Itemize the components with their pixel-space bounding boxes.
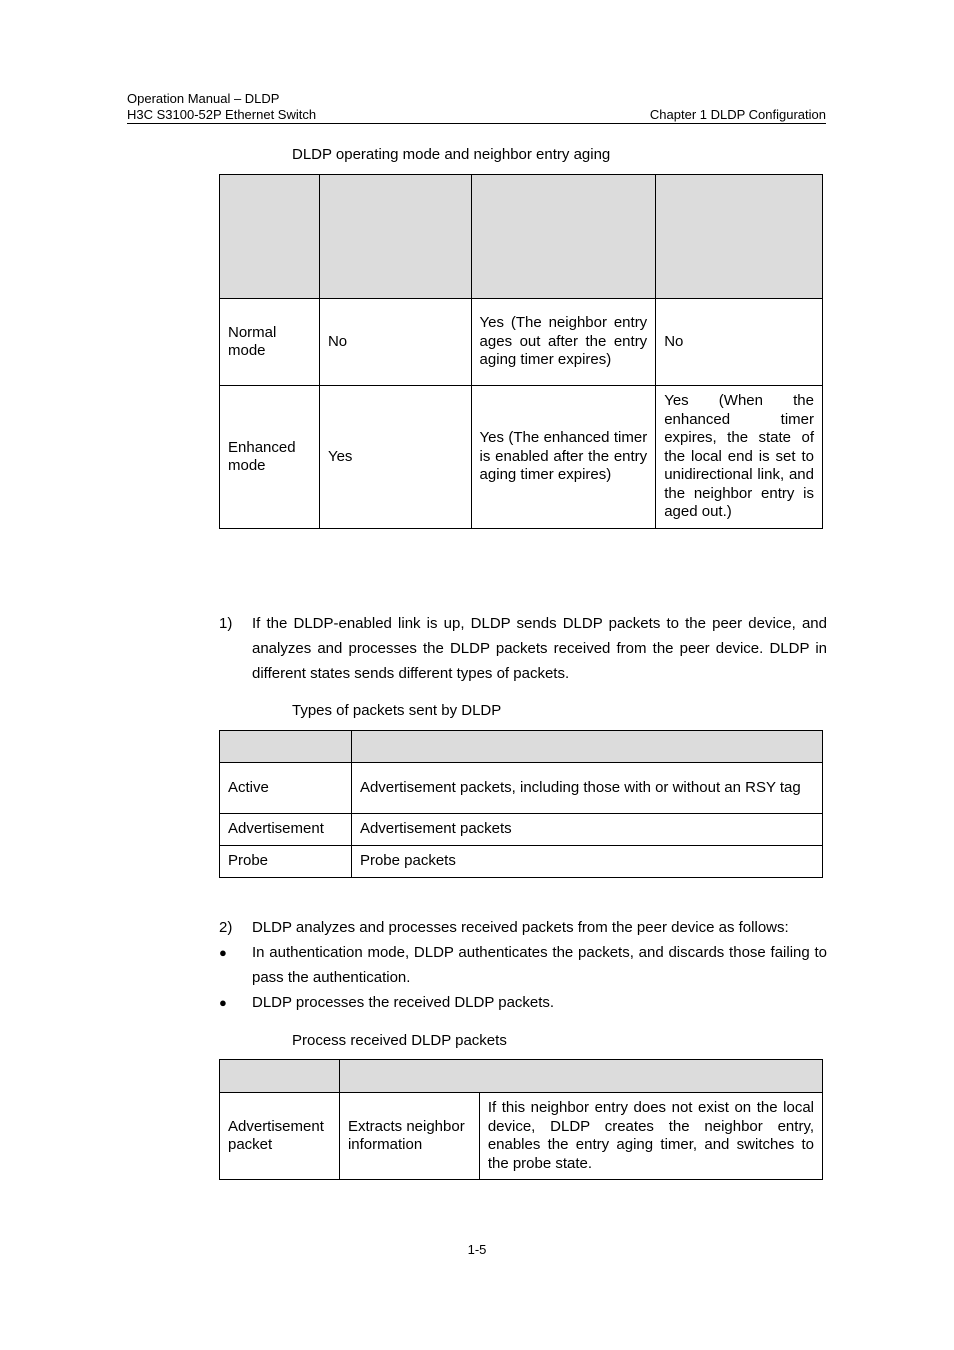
- table2-caption: Types of packets sent by DLDP: [292, 702, 502, 719]
- table1-caption: DLDP operating mode and neighbor entry aging: [292, 146, 611, 163]
- header-cell: [656, 175, 823, 299]
- header-cell: [351, 731, 822, 763]
- packet-cell: Probe packets: [351, 846, 822, 878]
- packet-cell: Advertisement packets: [351, 814, 822, 846]
- table-cell: No: [319, 299, 471, 386]
- operating-mode-table: [219, 174, 823, 529]
- header-cell: [471, 175, 656, 299]
- bullet-icon: ●: [219, 995, 227, 1010]
- step-text: If the DLDP-enabled link is up, DLDP sends DLDP packets to the peer device, and analyzes and processes the DLDP packets received from the peer device. DLDP in different states sends different types of packets.: [252, 615, 827, 682]
- table-row: [220, 814, 823, 846]
- step-number: 2): [219, 919, 233, 936]
- step-number: 1): [219, 615, 233, 632]
- page-number: 1-5: [467, 1242, 487, 1257]
- bullet-icon: ●: [219, 945, 227, 960]
- state-cell: Advertisement: [220, 814, 352, 846]
- table-header-row: [220, 731, 823, 763]
- state-cell: Probe: [220, 846, 352, 878]
- header-manual-title: Operation Manual – DLDP: [127, 91, 280, 106]
- header-cell: [319, 175, 471, 299]
- header-chapter: Chapter 1 DLDP Configuration: [649, 107, 826, 122]
- packet-type-cell: Advertisement packet: [220, 1093, 340, 1180]
- table-cell: Yes: [319, 386, 471, 529]
- packet-cell: Advertisement packets, including those with or without an RSY tag: [351, 763, 822, 814]
- state-cell: Active: [220, 763, 352, 814]
- table3-caption: Process received DLDP packets: [292, 1032, 507, 1049]
- bullet-text: DLDP processes the received DLDP packets.: [252, 994, 555, 1011]
- header-cell: [220, 1060, 340, 1093]
- description-cell: If this neighbor entry does not exist on the local device, DLDP creates the neighbor entry, enables the entry aging timer, and switches to the probe state.: [479, 1093, 822, 1180]
- table-cell: No: [656, 299, 823, 386]
- process-packets-table: [219, 1059, 823, 1180]
- bullet-text: In authentication mode, DLDP authenticates the packets, and discards those failing to pass the authentication.: [252, 944, 827, 986]
- header-cell: [220, 175, 320, 299]
- packet-types-table: [219, 730, 823, 878]
- header-product-name: H3C S3100-52P Ethernet Switch: [127, 107, 317, 122]
- table-header-row: [220, 1060, 823, 1093]
- table-row: [220, 763, 823, 814]
- header-rule: [127, 123, 826, 124]
- mode-cell: Enhanced mode: [220, 386, 320, 529]
- table-cell: Yes (The neighbor entry ages out after the entry aging timer expires): [471, 299, 656, 386]
- table-cell: Yes (The enhanced timer is enabled after the entry aging timer expires): [471, 386, 656, 529]
- table-row: [220, 1093, 823, 1180]
- action-cell: Extracts neighbor information: [339, 1093, 479, 1180]
- table-row: [220, 846, 823, 878]
- table-header-row: [220, 175, 823, 299]
- header-cell: [220, 731, 352, 763]
- header-cell: [339, 1060, 822, 1093]
- step-text: DLDP analyzes and processes received packets from the peer device as follows:: [252, 919, 789, 936]
- table-row: [220, 299, 823, 386]
- table-row: [220, 386, 823, 529]
- table-cell: Yes (When the enhanced timer expires, the state of the local end is set to unidirectional link, and the neighbor entry is aged out.): [656, 386, 823, 529]
- mode-cell: Normal mode: [220, 299, 320, 386]
